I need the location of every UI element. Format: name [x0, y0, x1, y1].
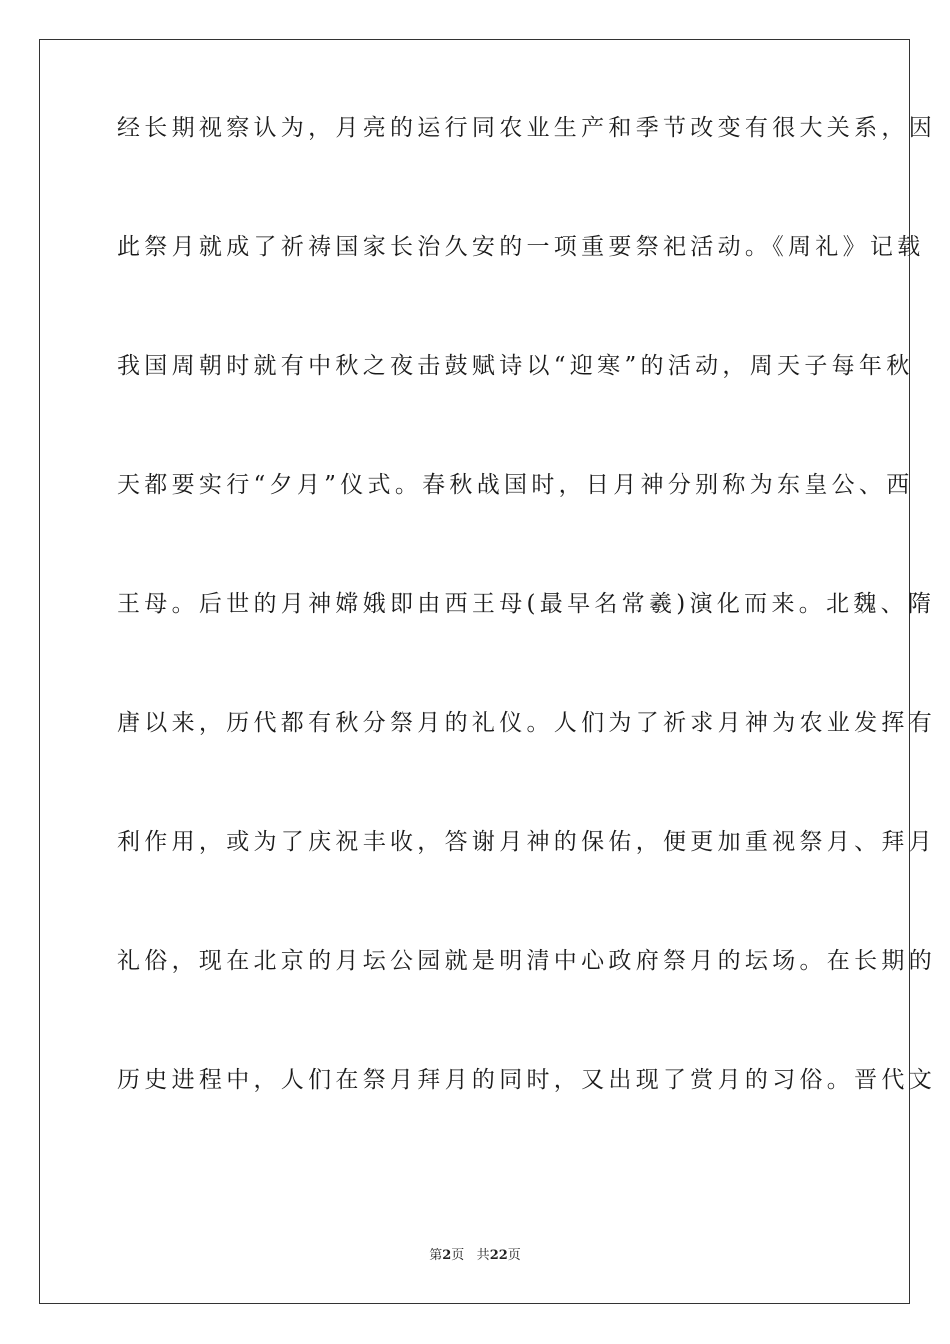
- text-line-4: 天都要实行“夕月”仪式。春秋战国时，日月神分别称为东皇公、西: [117, 472, 914, 498]
- text-line-6: 唐以来，历代都有秋分祭月的礼仪。人们为了祈求月神为农业发挥有: [117, 710, 936, 736]
- page-number: 2: [442, 1248, 452, 1263]
- text-line-7: 利作用，或为了庆祝丰收，答谢月神的保佑，便更加重视祭月、拜月: [117, 829, 936, 855]
- total-label-prefix: 共: [476, 1248, 490, 1263]
- page-label-prefix: 第: [429, 1248, 443, 1263]
- text-line-5: 王母。后世的月神嫦娥即由西王母(最早名常羲)演化而来。北魏、隋: [117, 591, 936, 617]
- document-body: [117, 115, 936, 1176]
- text-line-3: 我国周朝时就有中秋之夜击鼓赋诗以“迎寒”的活动，周天子每年秋: [117, 353, 914, 379]
- text-line-1: 经长期视察认为，月亮的运行同农业生产和季节改变有很大关系，因: [117, 115, 936, 141]
- page-label-suffix: 页: [451, 1248, 465, 1263]
- total-pages: 22: [489, 1248, 508, 1263]
- total-label-suffix: 页: [507, 1248, 521, 1263]
- text-line-2: 此祭月就成了祈祷国家长治久安的一项重要祭祀活动。《周礼》记载: [117, 234, 925, 260]
- text-line-8: 礼俗，现在北京的月坛公园就是明清中心政府祭月的坛场。在长期的: [117, 948, 936, 974]
- page-footer: [0, 1247, 950, 1265]
- text-line-9: 历史进程中，人们在祭月拜月的同时，又出现了赏月的习俗。晋代文: [117, 1067, 936, 1093]
